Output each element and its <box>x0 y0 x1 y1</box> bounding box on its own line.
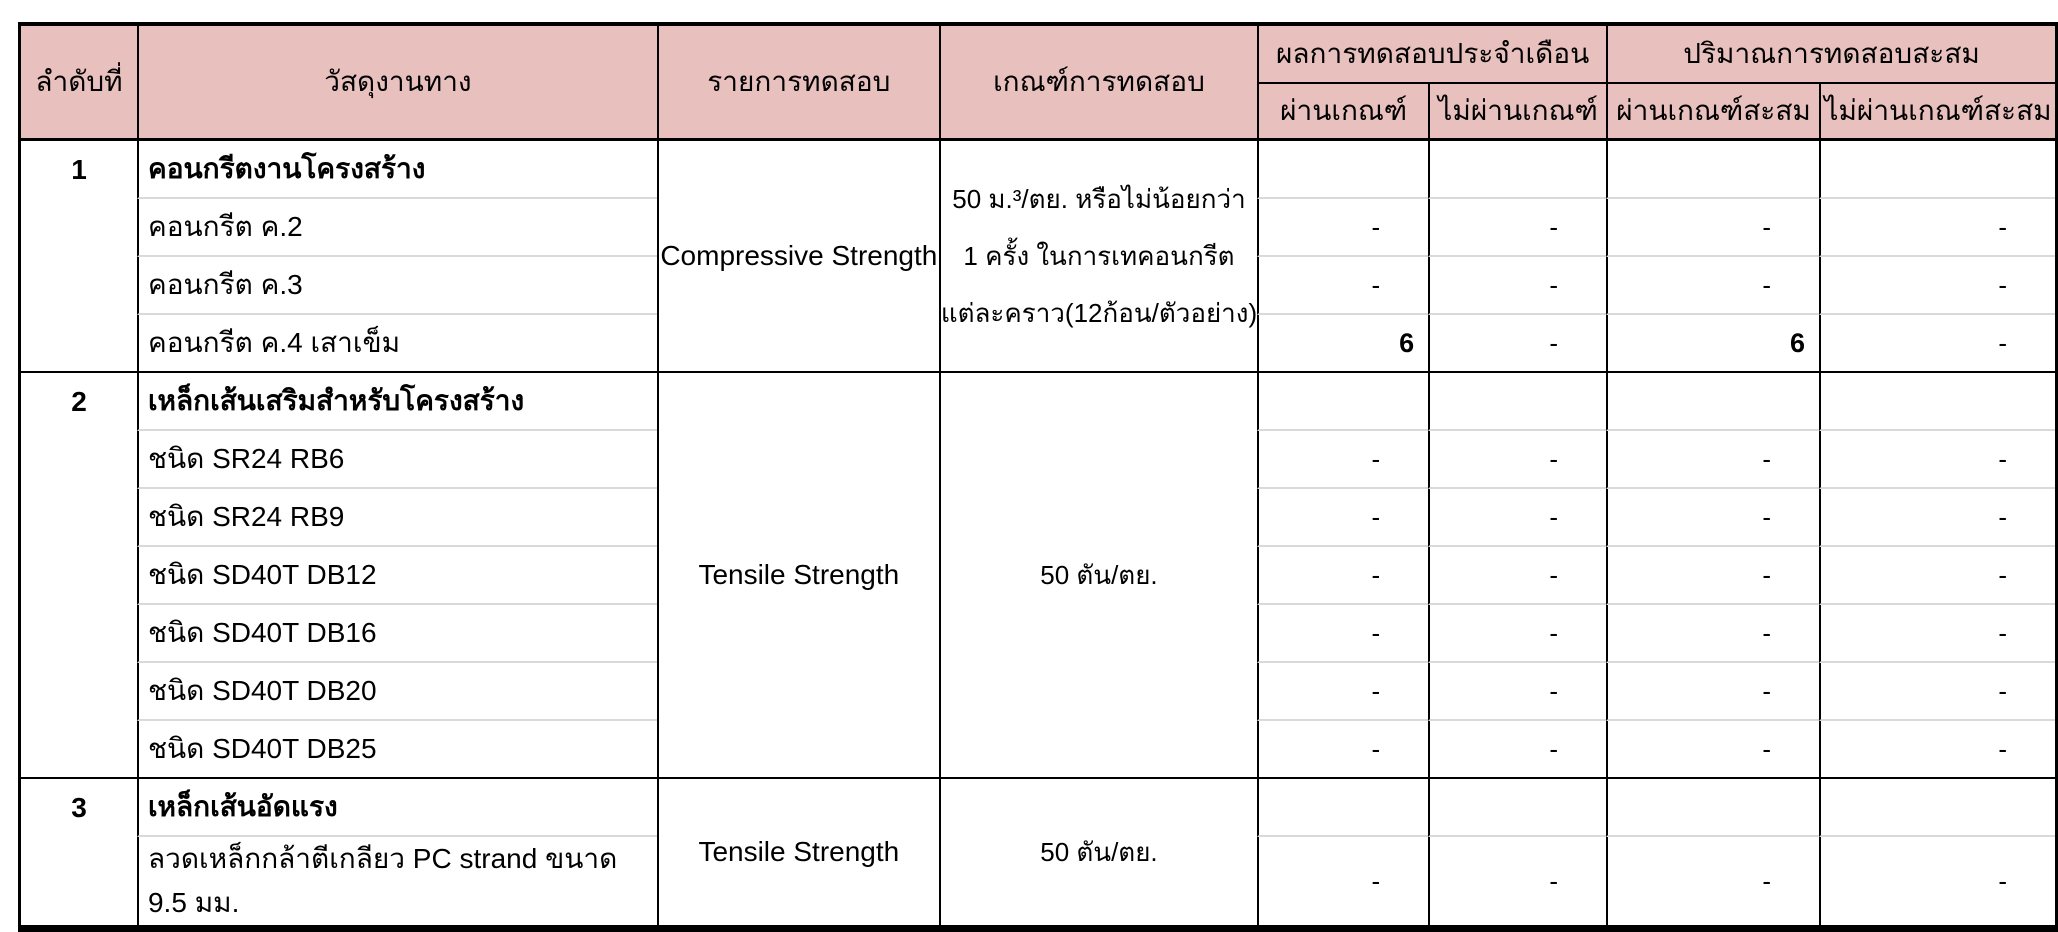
group-header-monthly-results: ผลการทดสอบประจำเดือน <box>1257 26 1606 84</box>
cell-fail-value <box>1428 373 1606 431</box>
cell-material: คอนกรีต ค.2 <box>137 199 657 257</box>
table-row-section1-title <box>21 141 2055 199</box>
cell-fail-value: - <box>1428 663 1606 721</box>
table-row-section2-title <box>21 373 2055 431</box>
header-row-top <box>21 26 2055 84</box>
criteria-line: 50 ตัน/ตย. <box>1040 836 1158 867</box>
cell-pass-cumulative-value <box>1606 373 1819 431</box>
cell-fail-value: - <box>1428 547 1606 605</box>
cell-fail-cumulative-value: - <box>1819 663 2055 721</box>
cell-material: ชนิด SD40T DB12 <box>137 547 657 605</box>
col-header-criteria: เกณฑ์การทดสอบ <box>939 26 1257 141</box>
cell-fail-cumulative-value <box>1819 779 2055 837</box>
cell-pass-value: - <box>1257 489 1428 547</box>
cell-material: คอนกรีต ค.3 <box>137 257 657 315</box>
cell-material: ชนิด SD40T DB25 <box>137 721 657 779</box>
criteria-line: 1 ครั้ง ในการเทคอนกรีต <box>963 240 1235 271</box>
cell-test-name: Tensile Strength <box>657 779 939 925</box>
cell-pass-value <box>1257 373 1428 431</box>
criteria-line: 50 ตัน/ตย. <box>1040 559 1158 590</box>
cell-fail-cumulative-value <box>1819 141 2055 199</box>
materials-test-table <box>18 22 2058 932</box>
col-header-pass: ผ่านเกณฑ์ <box>1257 84 1428 141</box>
cell-pass-cumulative-value: - <box>1606 199 1819 257</box>
cell-fail-value: - <box>1428 837 1606 925</box>
cell-test-name: Compressive Strength <box>657 141 939 373</box>
col-header-test: รายการทดสอบ <box>657 26 939 141</box>
cell-material-title: คอนกรีตงานโครงสร้าง <box>137 141 657 199</box>
cell-fail-cumulative-value: - <box>1819 721 2055 779</box>
group-header-cumulative-tests: ปริมาณการทดสอบสะสม <box>1606 26 2055 84</box>
cell-pass-value: - <box>1257 605 1428 663</box>
cell-fail-cumulative-value: - <box>1819 199 2055 257</box>
cell-pass-value: - <box>1257 431 1428 489</box>
cell-pass-cumulative-value: - <box>1606 663 1819 721</box>
section-number: 1 <box>71 154 87 185</box>
cell-material: ชนิด SD40T DB20 <box>137 663 657 721</box>
section-number: 2 <box>71 386 87 417</box>
cell-pass-value: - <box>1257 663 1428 721</box>
cell-material: ชนิด SR24 RB6 <box>137 431 657 489</box>
cell-pass-value: - <box>1257 257 1428 315</box>
cell-fail-value <box>1428 141 1606 199</box>
cell-material-title: เหล็กเส้นอัดแรง <box>137 779 657 837</box>
section-number: 3 <box>71 792 87 823</box>
cell-section-number <box>21 141 137 373</box>
col-header-pass-cumulative: ผ่านเกณฑ์สะสม <box>1606 84 1819 141</box>
cell-section-number <box>21 373 137 779</box>
cell-pass-cumulative-value: - <box>1606 257 1819 315</box>
cell-pass-value: 6 <box>1257 315 1428 373</box>
cell-material: คอนกรีต ค.4 เสาเข็ม <box>137 315 657 373</box>
cell-fail-value: - <box>1428 315 1606 373</box>
cell-test-criteria <box>939 779 1257 925</box>
cell-pass-cumulative-value: - <box>1606 605 1819 663</box>
cell-pass-value: - <box>1257 547 1428 605</box>
cell-fail-value: - <box>1428 721 1606 779</box>
cell-test-criteria <box>939 373 1257 779</box>
cell-fail-cumulative-value <box>1819 373 2055 431</box>
cell-fail-cumulative-value: - <box>1819 837 2055 925</box>
cell-material: ลวดเหล็กกล้าตีเกลียว PC strand ขนาด 9.5 มม. <box>137 837 657 925</box>
cell-test-name: Tensile Strength <box>657 373 939 779</box>
cell-pass-cumulative-value: - <box>1606 721 1819 779</box>
cell-fail-cumulative-value: - <box>1819 431 2055 489</box>
cell-section-number <box>21 779 137 925</box>
cell-test-criteria <box>939 141 1257 373</box>
cell-pass-value: - <box>1257 199 1428 257</box>
cell-pass-cumulative-value: - <box>1606 547 1819 605</box>
cell-fail-value: - <box>1428 489 1606 547</box>
cell-pass-cumulative-value: - <box>1606 489 1819 547</box>
cell-pass-cumulative-value: - <box>1606 431 1819 489</box>
cell-fail-value: - <box>1428 257 1606 315</box>
col-header-sequence: ลำดับที่ <box>21 26 137 141</box>
cell-pass-cumulative-value: - <box>1606 837 1819 925</box>
cell-pass-value <box>1257 779 1428 837</box>
cell-fail-cumulative-value: - <box>1819 605 2055 663</box>
cell-pass-value: - <box>1257 721 1428 779</box>
cell-fail-cumulative-value: - <box>1819 315 2055 373</box>
cell-fail-value: - <box>1428 431 1606 489</box>
cell-material: ชนิด SR24 RB9 <box>137 489 657 547</box>
cell-pass-value <box>1257 141 1428 199</box>
cell-fail-cumulative-value: - <box>1819 257 2055 315</box>
cell-fail-cumulative-value: - <box>1819 489 2055 547</box>
cell-fail-cumulative-value: - <box>1819 547 2055 605</box>
cell-pass-value: - <box>1257 837 1428 925</box>
cell-material-title: เหล็กเส้นเสริมสำหรับโครงสร้าง <box>137 373 657 431</box>
col-header-fail-cumulative: ไม่ผ่านเกณฑ์สะสม <box>1819 84 2055 141</box>
materials-test-report <box>18 22 2058 932</box>
criteria-line: แต่ละคราว(12ก้อน/ตัวอย่าง) <box>940 297 1258 328</box>
criteria-line: 50 ม.³/ตย. หรือไม่น้อยกว่า <box>952 183 1246 214</box>
cell-fail-value <box>1428 779 1606 837</box>
cell-fail-value: - <box>1428 199 1606 257</box>
cell-pass-cumulative-value: 6 <box>1606 315 1819 373</box>
col-header-fail: ไม่ผ่านเกณฑ์ <box>1428 84 1606 141</box>
cell-fail-value: - <box>1428 605 1606 663</box>
col-header-material: วัสดุงานทาง <box>137 26 657 141</box>
cell-pass-cumulative-value <box>1606 779 1819 837</box>
cell-pass-cumulative-value <box>1606 141 1819 199</box>
cell-material: ชนิด SD40T DB16 <box>137 605 657 663</box>
table-row-section3-title <box>21 779 2055 837</box>
